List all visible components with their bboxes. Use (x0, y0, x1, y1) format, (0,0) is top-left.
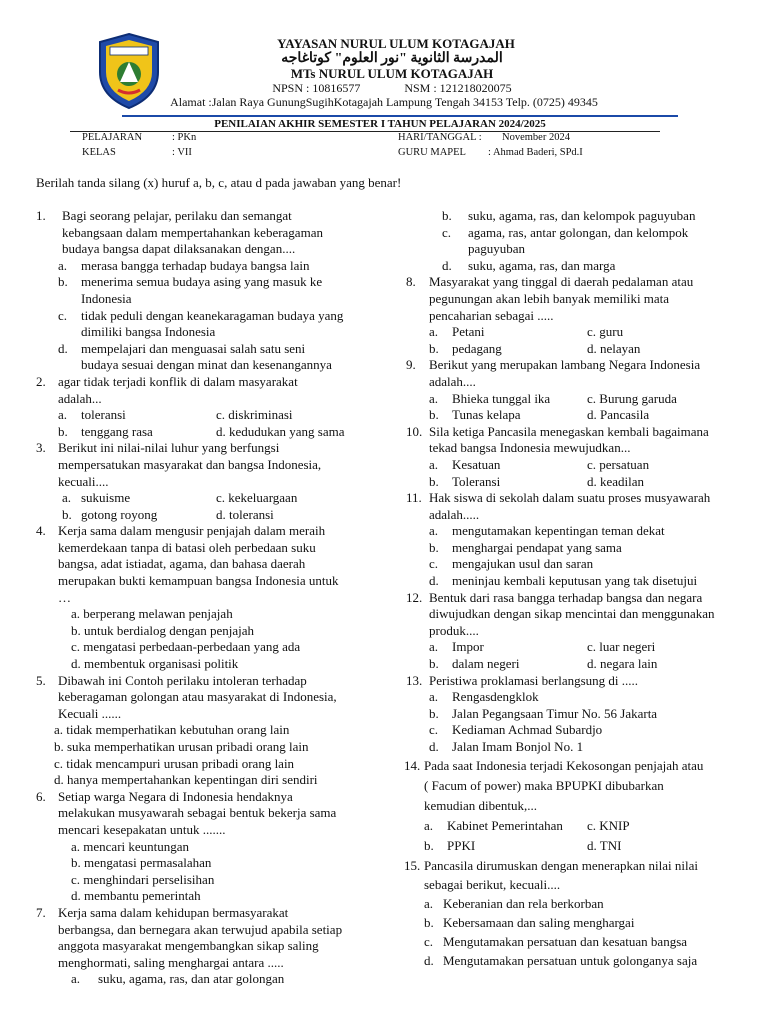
option-a[interactable]: a. mengutamakan kepentingan teman dekat (429, 523, 665, 539)
option-b[interactable]: b. untuk berdialog dengan penjajah (71, 622, 255, 638)
letterhead (0, 28, 768, 114)
option-c[interactable]: c. tidak peduli dengan keanekaragaman budaya yang (58, 307, 344, 323)
option-row[interactable]: a. Impor c. luar negeri (429, 639, 656, 655)
left-column: 1. Bagi seorang pelajar, perilaku dan semangat kebangsaan dalam mempertahankan keberagaman budaya bangsa dapat dilaksanakan dengan.... a. merasa bangga terhadap budaya bangsa lain b. menerima semua budaya asing yang masuk ke Indonesia c. tidak peduli dengan keanekaragaman budaya yang dimiliki bangsa Indonesia d. mempelajari dan menguasai salah satu seni budaya sesuai dengan minat dan kesenangannya 2. agar tidak terjadi konflik di dalam masyarakat adalah... a. toleransi c. diskriminasi b. tenggang rasa d. kedudukan yang sama 3. Berikut ini nilai-nilai luhur yang berfungsi mempersatukan masyarakat dan bangsa Indonesia, kecuali.... a. sukuisme c. kekeluargaan b. gotong royong d. toleransi 4. Kerja sama dalam mengusir penjajah dalam meraih kemerdekaan tanpa di batasi oleh perbedaan suku bangsa, adat istiadat, agama, dan bahasa daerah merupakan bukti kemampuan bangsa Indonesia untuk … a. berperang melawan penjajah b. untuk berdialog dengan penjajah c. mengatasi perbedaan-perbedaan yang ada d. membentuk organisasi politik 5. Dibawah ini Contoh perilaku intoleran terhadap keberagaman golongan atau masyarakat di Indonesia, Kecuali ...... a. tidak memperhatikan kebutuhan orang lain b. suka memperhatikan urusan pribadi orang lain c. tidak mencampuri urusan pribadi orang lain d. hanya mempertahankan kepentingan diri sendiri 6. Setiap warga Negara di Indonesia hendaknya melakukan musyawarah sebagai bentuk bekerja sama mencari kesepakatan untuk ....... a. mencari keuntungan b. mengatasi permasalahan c. menghindari perselisihan d. membantu pemerintah 7. Kerja sama dalam kehidupan bermasyarakat berbangsa, dan bernegara akan terwujud apabila setiap anggota masyarakat mengembangkan sikap saling menghormati, saling menghargai antara ..... a. suku, agama, ras, dan atar golongan (36, 208, 391, 988)
option-d[interactable]: d. meninjau kembali keputusan yang tak disetujui (429, 573, 698, 589)
option-b[interactable]: b. menerima semua budaya asing yang masuk ke (58, 274, 323, 290)
question-8: 8. Masyarakat yang tinggal di daerah pedalaman atau (406, 274, 694, 290)
question-12: 12. Bentuk dari rasa bangga terhadap bangsa dan negara (406, 589, 703, 605)
option-c[interactable]: c. mengatasi perbedaan-perbedaan yang ada (71, 639, 301, 655)
option-row[interactable]: a. sukuisme c. kekeluargaan (62, 490, 298, 506)
question-3: 3. Berikut ini nilai-nilai luhur yang berfungsi (36, 440, 280, 456)
question-15: 15. Pancasila dirumuskan dengan menerapkan nilai nilai (404, 857, 698, 873)
option-a[interactable]: a. tidak memperhatikan kebutuhan orang lain (54, 722, 290, 738)
nsm: NSM : 121218020075 (404, 81, 512, 95)
option-b[interactable]: b. suka memperhatikan urusan pribadi orang lain (54, 739, 309, 754)
question-7: 7. Kerja sama dalam kehidupan bermasyarakat (36, 904, 289, 920)
question-5: 5. Dibawah ini Contoh perilaku intoleran terhadap (36, 672, 307, 688)
class-label: KELAS (82, 147, 116, 158)
option-a[interactable]: a. merasa bangga terhadap budaya bangsa lain (58, 257, 310, 273)
question-11: 11. Hak siswa di sekolah dalam suatu proses musyawarah (406, 490, 711, 506)
option-row[interactable]: a. toleransi c. diskriminasi (58, 407, 293, 423)
instruction: Berilah tanda silang (x) huruf a, b, c, atau d pada jawaban yang benar! (36, 175, 402, 190)
address: Alamat :Jalan Raya GunungSugihKotagajah Lampung Tengah 34153 Telp. (0725) 49345 (170, 95, 598, 109)
date-value: November 2024 (502, 132, 570, 143)
question-10: 10. Sila ketiga Pancasila menegaskan kembali bagaimana (406, 423, 709, 439)
option-row[interactable]: a. Kesatuan c. persatuan (429, 456, 650, 472)
option-row[interactable]: b. gotong royong d. toleransi (62, 506, 274, 522)
option-d[interactable]: d. Mengutamakan persatuan untuk golonganya saja (424, 952, 698, 968)
option-a[interactable]: a. mencari keuntungan (71, 838, 190, 854)
npsn: NPSN : 10816577 (272, 81, 361, 95)
option-row[interactable]: b. tenggang rasa d. kedudukan yang sama (58, 423, 345, 439)
option-b[interactable]: b. menghargai pendapat yang sama (429, 539, 622, 555)
question-4: 4. Kerja sama dalam mengusir penjajah dalam meraih (36, 523, 326, 539)
question-2: 2. agar tidak terjadi konflik di dalam masyarakat (36, 373, 298, 389)
option-a[interactable]: a. berperang melawan penjajah (71, 606, 233, 622)
option-d[interactable]: d. suku, agama, ras, dan marga (442, 257, 616, 273)
option-row[interactable]: b. dalam negeri d. negara lain (429, 656, 658, 672)
option-row[interactable]: b. PPKI d. TNI (424, 837, 622, 853)
option-d[interactable]: d. hanya mempertahankan kepentingan diri sendiri (54, 772, 318, 788)
option-c[interactable]: c. Mengutamakan persatuan dan kesatuan bangsa (424, 933, 688, 949)
class-value: : VII (172, 147, 192, 158)
option-row[interactable]: a. Bhieka tunggal ika c. Burung garuda (429, 390, 677, 406)
option-a[interactable]: a. Keberanian dan rela berkorban (424, 895, 604, 911)
subject-value: : PKn (172, 132, 197, 143)
teacher-value: : Ahmad Baderi, SPd.I (488, 147, 583, 158)
option-b[interactable]: b. Jalan Pegangsaan Timur No. 56 Jakarta (429, 705, 658, 721)
subject-label: PELAJARAN (82, 132, 143, 143)
option-c[interactable]: c. menghindari perselisihan (71, 871, 215, 887)
question-1: 1. Bagi seorang pelajar, perilaku dan semangat (36, 208, 292, 223)
question-6: 6. Setiap warga Negara di Indonesia hendaknya (36, 788, 293, 804)
registration-numbers (0, 81, 768, 96)
option-d[interactable]: d. Jalan Imam Bonjol No. 1 (429, 739, 584, 754)
option-row[interactable]: b. Toleransi d. keadilan (429, 473, 645, 489)
option-row[interactable]: b. pedagang d. nelayan (429, 340, 641, 356)
option-b[interactable]: b. suku, agama, ras, dan kelompok paguyuban (442, 208, 696, 223)
question-13: 13. Peristiwa proklamasi berlangsung di ..... (406, 672, 639, 688)
option-c[interactable]: c. mengajukan usul dan saran (429, 556, 594, 572)
option-d[interactable]: d. membentuk organisasi politik (71, 656, 239, 672)
option-d[interactable]: d. membantu pemerintah (71, 888, 201, 904)
arabic-school-name: المدرسة الثانوية "نور العلوم" كوتاغاجه (281, 51, 503, 66)
option-row[interactable]: a. Petani c. guru (429, 324, 624, 340)
question-14: 14. Pada saat Indonesia terjadi Kekosongan penjajah atau (404, 757, 704, 773)
option-c[interactable]: c. tidak mencampuri urusan pribadi orang lain (54, 755, 295, 771)
question-9: 9. Berikut yang merupakan lambang Negara Indonesia (406, 357, 701, 373)
option-d[interactable]: d. mempelajari dan menguasai salah satu seni (58, 340, 306, 356)
option-row[interactable]: a. Kabinet Pemerintahan c. KNIP (424, 817, 630, 833)
option-a[interactable]: a. suku, agama, ras, dan atar golongan (71, 971, 285, 987)
date-label: HARI/TANGGAL : (398, 132, 482, 143)
option-c[interactable]: c. Kediaman Achmad Subardjo (429, 722, 603, 738)
right-column: b. suku, agama, ras, dan kelompok paguyuban c. agama, ras, antar golongan, dan kelompok paguyuban d. suku, agama, ras, dan marga 8. Masyarakat yang tinggal di daerah pedalaman atau pegunungan akan lebih banyak memiliki mata pencaharian sebagai ..... a. Petani c. guru b. pedagang d. nelayan 9. Berikut yang merupakan lambang Negara Indonesia adalah.... a. Bhieka tunggal ika c. Burung garuda b. Tunas kelapa d. Pancasila 10. Sila ketiga Pancasila menegaskan kembali bagaimana tekad bangsa Indonesia mewujudkan... a. Kesatuan c. persatuan b. Toleransi d. keadilan 11. Hak siswa di sekolah dalam suatu proses musyawarah adalah..... a. mengutamakan kepentingan teman dekat b. menghargai pendapat yang sama c. mengajukan usul dan saran d. meninjau kembali keputusan yang tak disetujui 12. Bentuk dari rasa bangga terhadap bangsa dan negara diwujudkan dengan sikap mencintai dan menggunakan produk.... a. Impor c. luar negeri b. dalam negeri d. negara lain 13. Peristiwa proklamasi berlangsung di ..... a. Rengasdengklok b. Jalan Pegangsaan Timur No. 56 Jakarta c. Kediaman Achmad Subardjo d. Jalan Imam Bonjol No. 1 14. Pada saat Indonesia terjadi Kekosongan penjajah atau ( Facum of power) maka BPUPKI dibubarkan kemudian dibentuk,... a. Kabinet Pemerintahan c. KNIP b. PPKI d. TNI 15. Pancasila dirumuskan dengan menerapkan nilai nilai sebagai berikut, kecuali.... a. Keberanian dan rela berkorban b. Kebersamaan dan saling menghargai c. Mengutamakan persatuan dan kesatuan bangsa d. Mengutamakan persatuan untuk golonganya saja (406, 208, 758, 970)
title-divider (70, 131, 660, 132)
option-b[interactable]: b. Kebersamaan dan saling menghargai (424, 914, 635, 930)
option-row[interactable]: b. Tunas kelapa d. Pancasila (429, 407, 650, 423)
school-name: MTs NURUL ULUM KOTAGAJAH (290, 66, 494, 81)
option-a[interactable]: a. Rengasdengklok (429, 689, 539, 705)
option-b[interactable]: b. mengatasi permasalahan (71, 855, 212, 871)
foundation-name: YAYASAN NURUL ULUM KOTAGAJAH (277, 36, 515, 51)
exam-title: PENILAIAN AKHIR SEMESTER I TAHUN PELAJARAN 2024/2025 (214, 118, 546, 130)
teacher-label: GURU MAPEL (398, 147, 466, 158)
option-c[interactable]: c. agama, ras, antar golongan, dan kelompok (442, 224, 689, 240)
